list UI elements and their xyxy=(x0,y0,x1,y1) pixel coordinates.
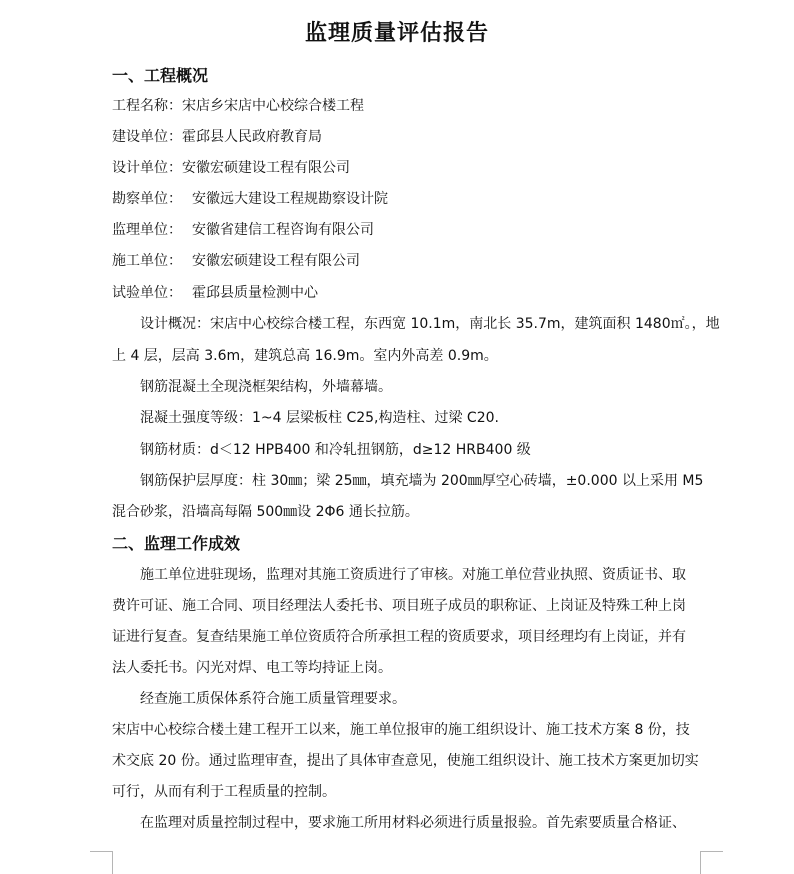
section-heading-project-overview: 一、工程概况 xyxy=(112,66,209,85)
section-heading-supervision-results: 二、监理工作成效 xyxy=(112,534,241,553)
design-overview-line-1: 设计概况：宋店中心校综合楼工程，东西宽 10.1m，南北长 35.7m，建筑面积 1480㎡。，地 xyxy=(140,316,720,332)
field-project-name xyxy=(112,96,364,116)
field-survey-unit xyxy=(112,189,388,209)
quality-system-line: 经查施工质保体系符合施工质量管理要求。 xyxy=(140,691,406,707)
field-label: 建设单位： xyxy=(112,129,182,145)
concrete-grade-line: 混凝土强度等级：1~4 层梁板柱 C25,构造柱、过梁 C20. xyxy=(140,410,499,426)
field-construction-unit xyxy=(112,127,322,147)
field-label: 监理单位： xyxy=(112,222,182,238)
page-corner-mark-right xyxy=(700,851,723,874)
rebar-material-line: 钢筋材质：d＜12 HPB400 和冷轧扭钢筋，d≥12 HRB400 级 xyxy=(140,442,531,458)
qualification-review-line-2: 费许可证、施工合同、项目经理法人委托书、项目班子成员的职称证、上岗证及特殊工种上岗 xyxy=(112,598,686,614)
field-design-unit xyxy=(112,158,350,178)
field-label: 设计单位： xyxy=(112,160,182,176)
field-value: 宋店乡宋店中心校综合楼工程 xyxy=(182,98,364,114)
design-overview-line-2: 上 4 层，层高 3.6m，建筑总高 16.9m。室内外高差 0.9m。 xyxy=(112,348,498,364)
technical-plan-line-2: 术交底 20 份。通过监理审查，提出了具体审查意见，使施工组织设计、施工技术方案更加切实 xyxy=(112,753,699,769)
field-contractor-unit xyxy=(112,251,360,271)
cover-thickness-line-2: 混合砂浆，沿墙高每隔 500㎜设 2Φ6 通长拉筋。 xyxy=(112,504,419,520)
qualification-review-line-4: 法人委托书。闪光对焊、电工等均持证上岗。 xyxy=(112,660,392,676)
field-value: 霍邱县人民政府教育局 xyxy=(182,129,322,145)
qualification-review-line-1: 施工单位进驻现场，监理对其施工资质进行了审核。对施工单位营业执照、资质证书、取 xyxy=(140,567,686,583)
technical-plan-line-1: 宋店中心校综合楼土建工程开工以来，施工单位报审的施工组织设计、施工技术方案 8 份，技 xyxy=(112,722,690,738)
structure-type-line: 钢筋混凝土全现浇框架结构，外墙幕墙。 xyxy=(140,379,392,395)
field-value: 霍邱县质量检测中心 xyxy=(192,285,318,301)
field-label: 工程名称： xyxy=(112,98,182,114)
field-value: 安徽远大建设工程规勘察设计院 xyxy=(192,191,388,207)
qualification-review-line-3: 证进行复查。复查结果施工单位资质符合所承担工程的资质要求，项目经理均有上岗证，并有 xyxy=(112,629,686,645)
document-title: 监理质量评估报告 xyxy=(304,20,489,46)
field-value: 安徽宏硕建设工程有限公司 xyxy=(182,160,350,176)
material-inspection-line: 在监理对质量控制过程中，要求施工所用材料必须进行质量报验。首先索要质量合格证、 xyxy=(140,815,686,831)
field-value: 安徽宏硕建设工程有限公司 xyxy=(192,253,360,269)
field-label: 试验单位： xyxy=(112,285,182,301)
field-testing-unit xyxy=(112,283,318,303)
field-supervision-unit xyxy=(112,220,374,240)
field-label: 施工单位： xyxy=(112,253,182,269)
cover-thickness-line-1: 钢筋保护层厚度：柱 30㎜；梁 25㎜，填充墙为 200㎜厚空心砖墙，±0.000 以上采用 M5 xyxy=(140,473,704,489)
technical-plan-line-3: 可行，从而有利于工程质量的控制。 xyxy=(112,784,336,800)
field-label: 勘察单位： xyxy=(112,191,182,207)
page-corner-mark-left xyxy=(90,851,113,874)
field-value: 安徽省建信工程咨询有限公司 xyxy=(192,222,374,238)
